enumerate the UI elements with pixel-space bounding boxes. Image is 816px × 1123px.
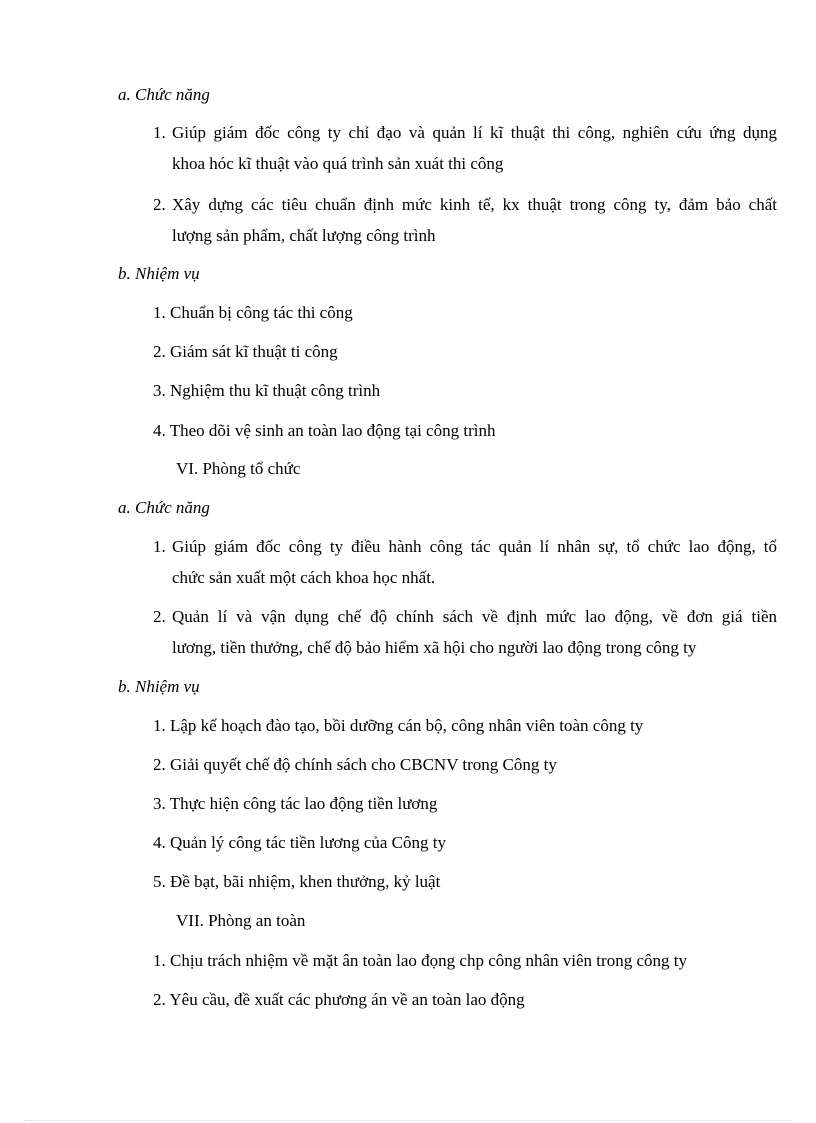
duty-item-3: 3. Nghiệm thu kĩ thuật công trình: [153, 381, 381, 400]
item-text: Giúp giám đốc công ty chỉ đạo và quản lí kĩ thuật thi công, nghiên cứu ứng dụng: [172, 123, 777, 142]
safety-item-1: 1. Chịu trách nhiệm về mặt ân toàn lao đọng chp công nhân viên trong công ty: [153, 951, 687, 970]
function-item-1-line2: chức sản xuất một cách khoa học nhất.: [172, 568, 436, 587]
duty-item-4: 4. Theo dõi vệ sinh an toàn lao động tại công trình: [153, 421, 496, 440]
item-text: Giúp giám đốc công ty điều hành công tác quản lí nhân sự, tổ chức lao động, tổ: [172, 537, 777, 556]
section-heading-function: a. Chức năng: [118, 498, 210, 517]
function-item-1-line2: khoa hóc kĩ thuật vào quá trình sản xuát thi công: [172, 154, 504, 173]
section-title-vii: VII. Phòng an toàn: [176, 911, 306, 930]
function-item-1-line1: [153, 122, 777, 144]
duty-item-2: 2. Giám sát kĩ thuật ti công: [153, 342, 338, 361]
item-text: Quản lí và vận dụng chế độ chính sách về định mức lao động, về đơn giá tiền: [172, 607, 777, 626]
section-heading-duty: b. Nhiệm vụ: [118, 264, 200, 283]
item-number: 1.: [153, 123, 166, 142]
safety-item-2: 2. Yêu cầu, đề xuất các phương án về an toàn lao động: [153, 990, 525, 1009]
duty-item-5: 5. Đề bạt, bãi nhiệm, khen thưởng, kỷ luật: [153, 872, 441, 891]
item-number: 1.: [153, 537, 166, 556]
duty-item-4: 4. Quản lý công tác tiền lương của Công ty: [153, 833, 446, 852]
function-item-2-line2: lượng sản phẩm, chất lượng công trình: [172, 226, 436, 245]
section-heading-duty: b. Nhiệm vụ: [118, 677, 200, 696]
duty-item-3: 3. Thực hiện công tác lao động tiền lương: [153, 794, 438, 813]
function-item-1-line1: [153, 536, 777, 558]
section-heading-function: a. Chức năng: [118, 85, 210, 104]
duty-item-2: 2. Giải quyết chế độ chính sách cho CBCNV trong Công ty: [153, 755, 557, 774]
item-number: 2.: [153, 607, 166, 626]
section-title-vi: VI. Phòng tổ chức: [176, 459, 301, 478]
item-number: 2.: [153, 195, 166, 214]
function-item-2-line2: lương, tiền thưởng, chế độ bảo hiểm xã hội cho người lao động trong công ty: [172, 638, 697, 657]
function-item-2-line1: [153, 194, 777, 216]
page-bottom-rule: [24, 1120, 792, 1121]
duty-item-1: 1. Chuẩn bị công tác thi công: [153, 303, 353, 322]
item-text: Xây dựng các tiêu chuẩn định mức kinh tế, kx thuật trong công ty, đảm bảo chất: [172, 195, 777, 214]
function-item-2-line1: [153, 606, 777, 628]
duty-item-1: 1. Lập kế hoạch đào tạo, bồi dưỡng cán bộ, công nhân viên toàn công ty: [153, 716, 644, 735]
